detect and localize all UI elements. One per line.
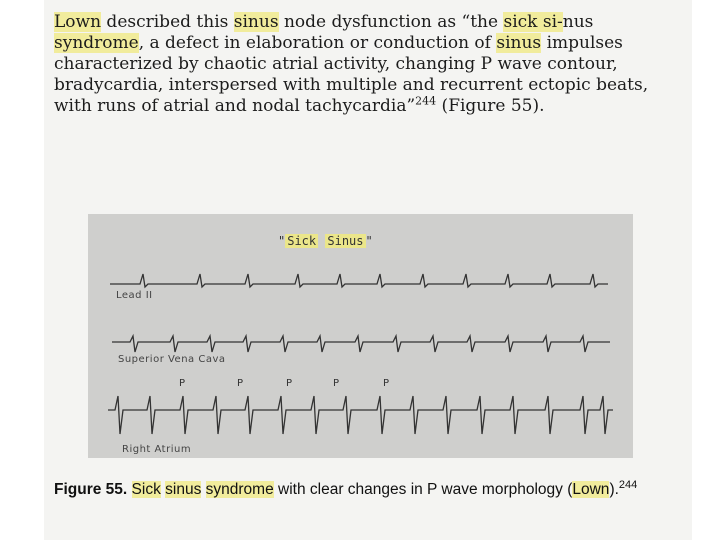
caption-highlight-lown: Lown xyxy=(572,481,610,498)
quote-close: " xyxy=(365,234,373,248)
highlight-syndrome: syndrome xyxy=(54,33,139,53)
caption-reference: 244 xyxy=(618,478,638,491)
text-run: nus xyxy=(562,12,594,32)
ecg-traces xyxy=(88,214,633,458)
caption-figure-label: Figure 55. xyxy=(54,481,128,498)
body-paragraph xyxy=(54,12,672,117)
figure-title xyxy=(278,234,373,248)
text-run: node dysfunction as “the xyxy=(278,12,504,32)
caption-text: with clear changes in P wave morphology ( xyxy=(273,481,573,498)
right-atrium-trace xyxy=(108,396,613,434)
text-run: described this xyxy=(101,12,234,32)
caption-highlight-sinus: sinus xyxy=(165,481,202,498)
lead-ii-trace xyxy=(110,274,608,287)
right-atrium-label: Right Atrium xyxy=(122,444,192,455)
figure-caption xyxy=(54,480,684,499)
p-marker-3: P xyxy=(286,378,293,389)
title-sick: Sick xyxy=(287,234,317,248)
reference-superscript: 244 xyxy=(415,94,437,108)
highlight-sinus: sinus xyxy=(233,12,279,32)
title-sinus: Sinus xyxy=(327,234,364,248)
caption-text: ). xyxy=(609,481,619,498)
text-run: (Figure 55). xyxy=(436,96,545,116)
text-run: impulses characterized by chaotic atrial activity, changing P wave contour, bradycardia, interspersed with multiple and recurrent ectopic beats, with runs of atrial and nodal tachycardia” xyxy=(54,33,649,116)
svc-trace xyxy=(112,336,610,352)
p-marker-4: P xyxy=(333,378,340,389)
lead-ii-label: Lead II xyxy=(116,290,153,301)
highlight-lown: Lown xyxy=(54,12,102,32)
quote-open: " xyxy=(278,234,286,248)
p-wave-markers xyxy=(179,378,389,389)
caption-highlight-syndrome: syndrome xyxy=(205,481,274,498)
text-run: , a defect in elaboration or conduction of xyxy=(138,33,497,53)
highlight-sinus-2: sinus xyxy=(496,33,542,53)
p-marker-5: P xyxy=(383,378,390,389)
ecg-figure xyxy=(88,214,633,458)
svc-label: Superior Vena Cava xyxy=(118,354,226,365)
p-marker-1: P xyxy=(179,378,186,389)
p-marker-2: P xyxy=(237,378,244,389)
caption-highlight-sick: Sick xyxy=(131,481,161,498)
highlight-sick-si: sick si- xyxy=(503,12,563,32)
